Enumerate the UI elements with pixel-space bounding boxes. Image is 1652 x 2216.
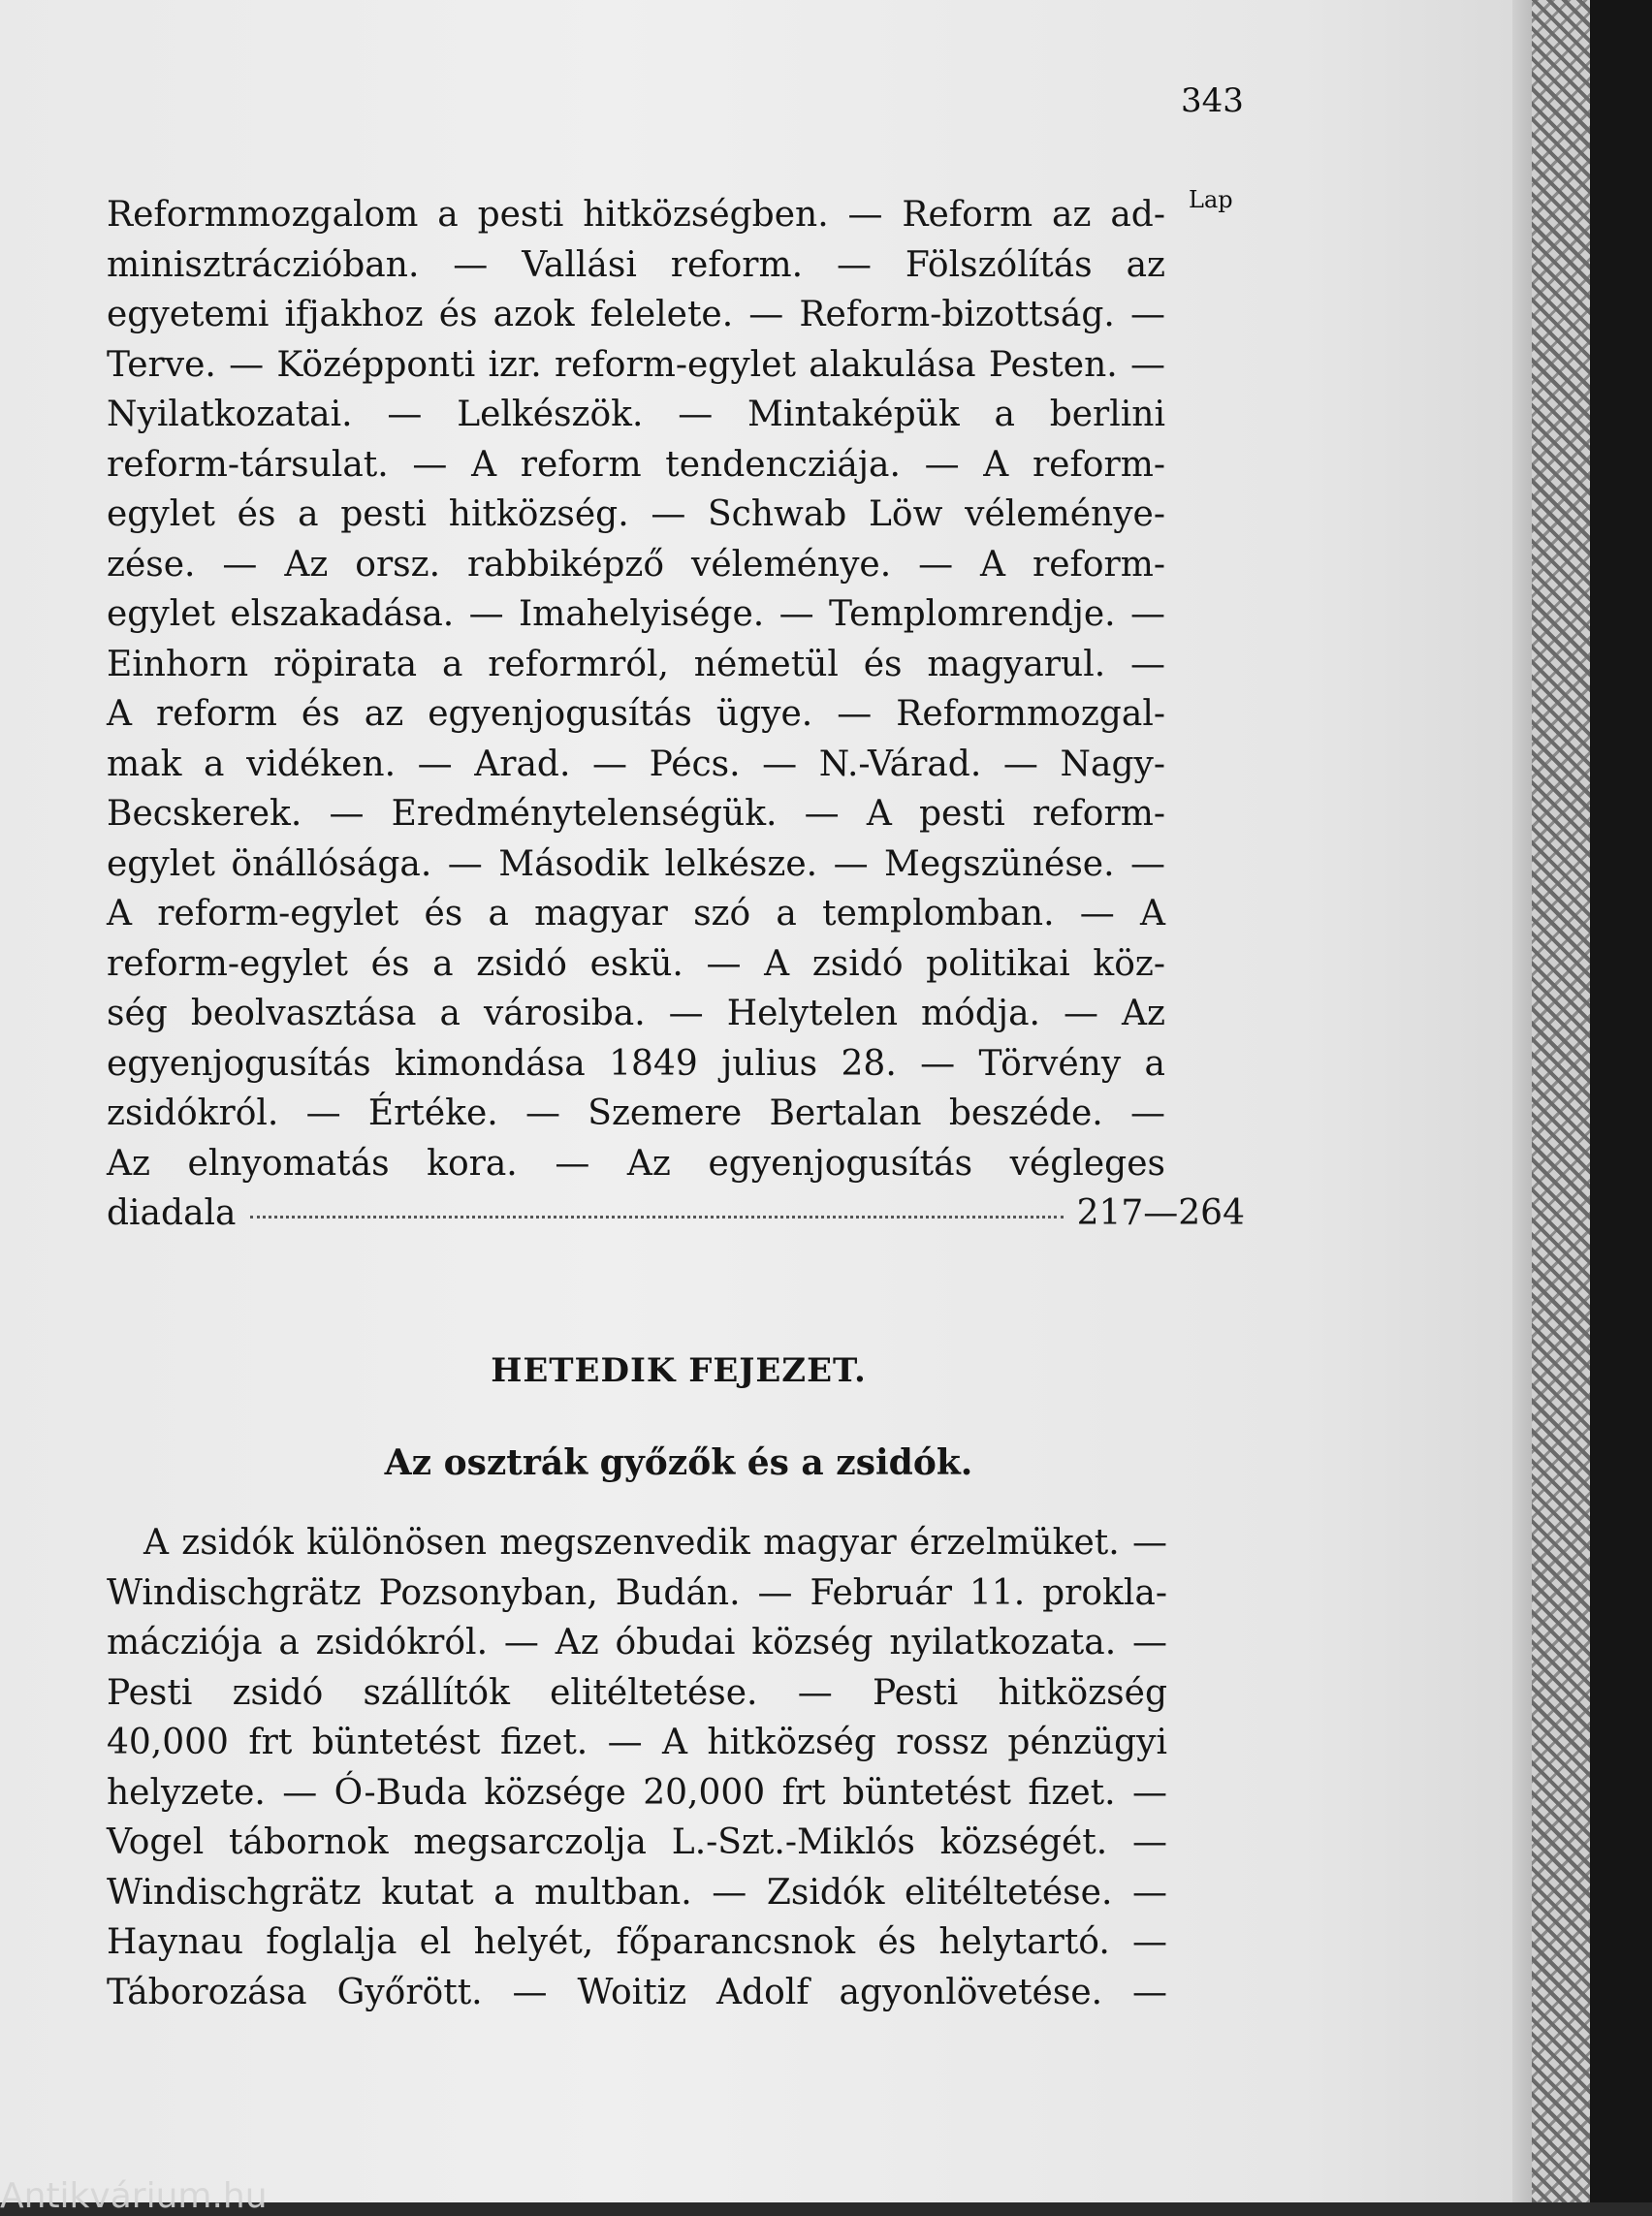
toc-entry-final-word: diadala: [107, 1193, 237, 1233]
text-line: Windischgrätz kutat a multban. — Zsidók elitéltetése. —: [107, 1872, 1167, 1913]
text-line: Az elnyomatás kora. — Az egyenjogusítás végleges: [107, 1143, 1165, 1184]
text-line: Reformmozgalom a pesti hitközségben. — Reform az ad-: [107, 195, 1165, 235]
text-line: egylet önállósága. — Második lelkésze. — Megszünése. —: [107, 843, 1165, 884]
text-line: reform-egylet és a zsidó eskü. — A zsidó politikai köz-: [107, 943, 1165, 984]
text-line: egyetemi ifjakhoz és azok felelete. — Reform-bizottság. —: [107, 295, 1165, 334]
text-line: egylet és a pesti hitközség. — Schwab Löw véleménye-: [107, 494, 1165, 534]
text-line: Einhorn röpirata a reformról, németül és magyarul. —: [107, 644, 1165, 684]
text-line: 40,000 frt büntetést fizet. — A hitközség rossz pénzügyi: [107, 1723, 1167, 1762]
text-line: Vogel tábornok megsarczolja L.-Szt.-Miklós községét. —: [107, 1822, 1167, 1862]
toc-entry-last-line: [107, 1188, 1245, 1239]
book-cover-edge: [1590, 0, 1652, 2202]
text-line: helyzete. — Ó-Buda községe 20,000 frt büntetést fizet. —: [107, 1772, 1167, 1813]
text-line: A reform-egylet és a magyar szó a templomban. — A: [107, 894, 1165, 934]
text-line: mácziója a zsidókról. — Az óbudai község nyilatkozata. —: [107, 1623, 1167, 1662]
lap-column-label: Lap: [1189, 186, 1233, 213]
text-line: Táborozása Győrött. — Woitiz Adolf agyonlövetése. —: [107, 1972, 1167, 2012]
text-line: Windischgrätz Pozsonyban, Budán. — Február 11. prokla-: [107, 1572, 1167, 1613]
text-line: Haynau foglalja el helyét, főparancsnok és helytartó. —: [107, 1922, 1167, 1962]
text-line: A reform és az egyenjogusítás ügye. — Reformmozgal-: [107, 694, 1165, 734]
chapter-subtitle: Az osztrák győzők és a zsidók.: [384, 1442, 973, 1483]
text-line: egylet elszakadása. — Imahelyisége. — Templomrendje. —: [107, 594, 1165, 634]
text-line: zsidókról. — Értéke. — Szemere Bertalan beszéde. —: [107, 1093, 1165, 1133]
text-line: Nyilatkozatai. — Lelkészök. — Mintaképük a berlini: [107, 395, 1165, 434]
page-edge: [1512, 0, 1532, 2202]
text-line: zése. — Az orsz. rabbiképző véleménye. — A reform-: [107, 544, 1165, 585]
page-number: 343: [1181, 81, 1244, 120]
text-line: mak a vidéken. — Arad. — Pécs. — N.-Várad. — Nagy-: [107, 744, 1165, 784]
text-line: A zsidók különösen megszenvedik magyar érzelmüket. —: [143, 1523, 1167, 1563]
watermark: Antikvárium.hu: [0, 2176, 268, 2216]
toc-page-range: 217—264: [1076, 1193, 1245, 1233]
dot-leader: [250, 1216, 1064, 1219]
text-line: reform-társulat. — A reform tendencziája. — A reform-: [107, 444, 1165, 485]
chapter-summary-paragraph: [107, 1518, 1167, 2017]
text-line: Becskerek. — Eredménytelenségük. — A pesti reform-: [107, 794, 1165, 834]
marbled-endpaper: [1532, 0, 1590, 2202]
text-line: Terve. — Középponti izr. reform-egylet alakulása Pesten. —: [107, 344, 1165, 385]
text-line: ség beolvasztása a városiba. — Helytelen módja. — Az: [107, 994, 1165, 1033]
text-line: egyenjogusítás kimondása 1849 julius 28. — Törvény a: [107, 1043, 1165, 1084]
chapter-heading: HETEDIK FEJEZET.: [491, 1351, 867, 1390]
text-line: minisztráczióban. — Vallási reform. — Fölszólítás az: [107, 244, 1165, 285]
text-line: Pesti zsidó szállítók elitéltetése. — Pesti hitközség: [107, 1672, 1167, 1713]
